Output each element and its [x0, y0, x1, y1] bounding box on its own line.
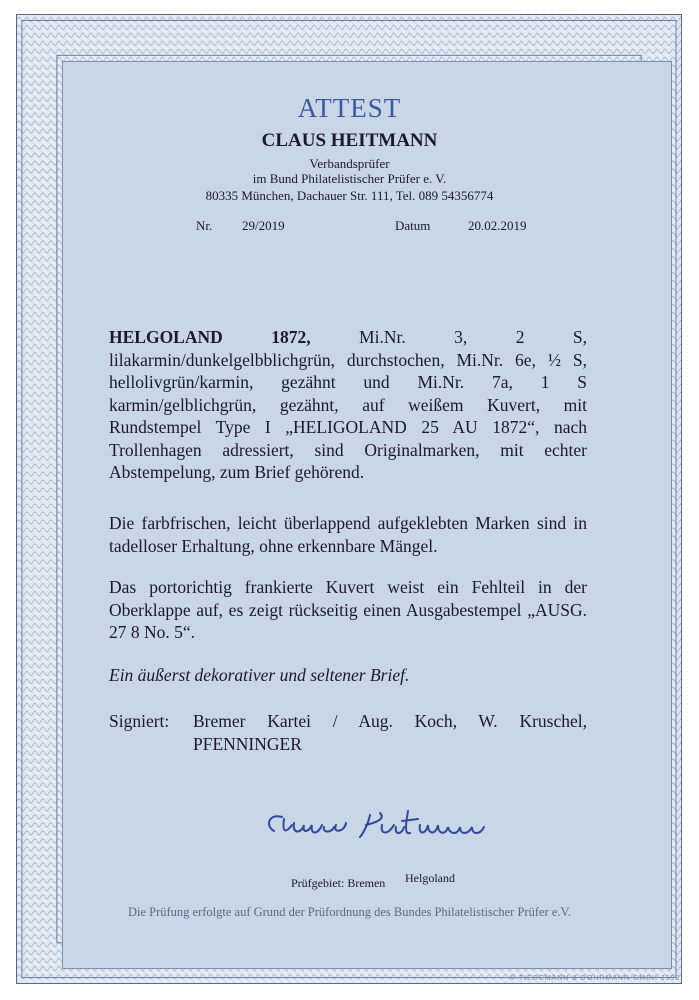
attest-title: ATTEST	[297, 93, 402, 123]
examiner-name: CLAUS HEITMANN	[261, 130, 438, 151]
pruefgebiet-value: Helgoland	[405, 871, 455, 885]
signiert-line2: PFENNINGER	[193, 734, 302, 754]
paragraph-cover: Das portorichtig frankierte Kuvert weist ein Fehlteil in der Oberklappe auf, es zeigt rückseitig einen Ausgabestempel „AUSG. 27 8 No. 5“.	[109, 577, 587, 642]
examiner-address: 80335 München, Dachauer Str. 111, Tel. 089 54356774	[205, 188, 494, 203]
footer-note: Die Prüfung erfolgte auf Grund der Prüfordnung des Bundes Philatelistischer Prüfer e.V.	[127, 905, 572, 919]
date-value: 20.02.2019	[468, 218, 527, 233]
pruefgebiet-label: Prüfgebiet: Bremen	[291, 876, 386, 890]
examiner-org: im Bund Philatelistischer Prüfer e. V.	[252, 171, 447, 186]
nr-label: Nr.	[196, 218, 213, 233]
stamp-title: HELGOLAND 1872,	[109, 327, 311, 347]
date-label: Datum	[395, 218, 431, 233]
stamp-description: Mi.Nr. 3, 2 S, lilakarmin/dunkelgelbblichgrün, durchstochen, Mi.Nr. 6e, ½ S, hellolivgrün/karmin, gezähnt und Mi.Nr. 7a, 1 S karmin/gelblichgrün, gezähnt, auf weißem Kuvert, mit Rundstempel Type I „HELIGOLAND 25 AU 1872“, nach Trollenhagen adressiert, sind Originalmarken, mit echter Abstempelung, zum Brief gehörend.	[109, 327, 587, 482]
nr-value: 29/2019	[242, 218, 285, 233]
signiert-label: Signiert:	[109, 711, 170, 731]
examiner-role: Verbandsprüfer	[309, 156, 390, 171]
handwritten-signature	[262, 803, 542, 848]
signiert-line1: Bremer Kartei / Aug. Koch, W. Kruschel,	[193, 711, 587, 731]
paragraph-summary: Ein äußerst dekorativer und seltener Brief.	[109, 665, 410, 685]
copyright-notice: © TIEDEMANN & DOHRMANN GMBH 1992	[510, 975, 681, 982]
paragraph-condition: Die farbfrischen, leicht überlappend aufgeklebten Marken sind in tadelloser Erhaltung, ohne erkennbare Mängel.	[109, 513, 587, 556]
paragraph-description	[109, 326, 587, 484]
